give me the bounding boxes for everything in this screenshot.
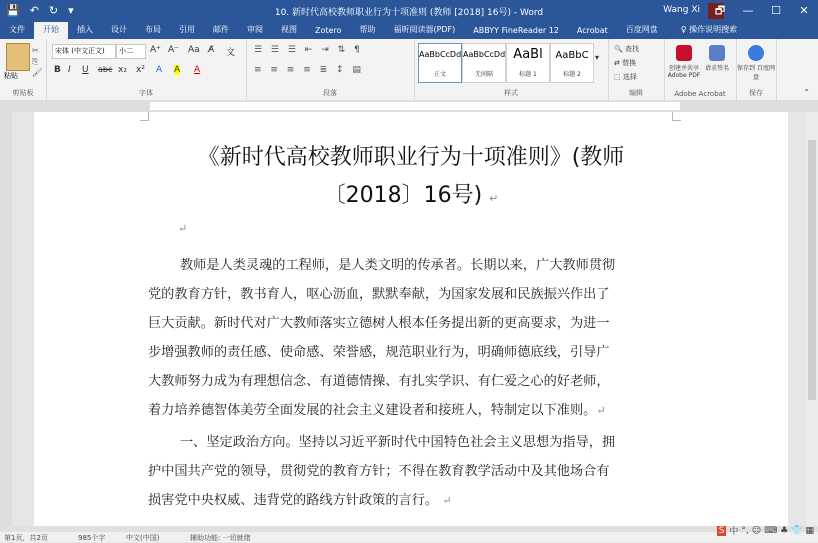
- body-line: 巨大贡献。新时代对广大教师落实立德树人根本任务提出新的更高要求，为进一: [148, 316, 610, 331]
- style-name: 无间隔: [474, 71, 493, 78]
- underline-button[interactable]: U: [82, 65, 89, 75]
- font-name-select[interactable]: 宋体 (中文正文): [52, 44, 116, 59]
- save-icon[interactable]: 💾: [6, 4, 20, 17]
- paragraph-mark: ↵: [489, 192, 499, 205]
- pdf-icon: [676, 45, 692, 61]
- paragraph-group: [246, 39, 415, 100]
- change-case-icon[interactable]: Aa: [188, 45, 200, 55]
- empty-paragraph-mark: ↵: [178, 222, 188, 235]
- style-name: 标题 1: [519, 71, 537, 78]
- styles-group-label: 样式: [504, 89, 518, 97]
- paragraph-group-label: 段落: [323, 89, 337, 97]
- body-line: 步增强教师的责任感、使命感、荣誉感，规范职业行为，明确师德底线，引导广: [148, 345, 610, 360]
- body-line: [148, 489, 452, 508]
- request-signature-label: 请求签名: [704, 65, 729, 72]
- style-sample: AaBbCcDd: [419, 50, 461, 59]
- cloud-icon: [748, 45, 764, 61]
- paste-button-label[interactable]: 粘贴: [4, 72, 18, 80]
- tell-me-search[interactable]: ♀ 操作说明搜索: [680, 25, 738, 34]
- word-count[interactable]: 985个字: [78, 534, 106, 542]
- create-pdf-button[interactable]: [664, 43, 704, 81]
- tab-baidu[interactable]: 百度网盘: [625, 25, 658, 34]
- request-signature-button[interactable]: [700, 43, 734, 81]
- save-group: [736, 39, 777, 100]
- italic-button[interactable]: I: [68, 65, 71, 75]
- tab-insert[interactable]: 插入: [77, 25, 93, 34]
- find-label: 查找: [624, 45, 639, 53]
- tab-abbyy[interactable]: ABBYY FineReader 12: [473, 26, 559, 35]
- body-line: 教师是人类灵魂的工程师，是人类文明的传承者。长期以来，广大教师贯彻: [180, 258, 616, 273]
- undo-icon[interactable]: ↶: [29, 4, 39, 17]
- crop-mark: [140, 112, 149, 121]
- ime-tray: [717, 524, 814, 537]
- body-line: 党的教育方针，教书育人，呕心沥血，默默奉献，为国家发展和民族振兴作出了: [148, 287, 610, 302]
- style-sample: AaBbCcDd: [463, 50, 505, 59]
- document-page[interactable]: [34, 112, 788, 526]
- tab-foxit[interactable]: 福昕阅读器(PDF): [393, 25, 456, 34]
- paste-icon[interactable]: [6, 43, 30, 71]
- style-name: 正文: [433, 71, 446, 78]
- style-no-spacing[interactable]: [462, 43, 506, 83]
- ribbon: [0, 39, 818, 101]
- select-button[interactable]: ⬚ 选择: [614, 73, 637, 81]
- page-count[interactable]: 第1页，共2页: [4, 534, 48, 542]
- customize-qat-icon[interactable]: ▾: [68, 4, 74, 17]
- document-title-line-1: 《新时代高校教师职业行为十项准则》(教师: [197, 145, 625, 170]
- select-label: 选择: [622, 73, 637, 81]
- text-effects-button[interactable]: A: [156, 65, 163, 75]
- tab-zotero[interactable]: Zotero: [315, 26, 342, 35]
- crop-mark: [672, 112, 681, 121]
- collapse-ribbon-icon[interactable]: ⌃: [803, 88, 810, 97]
- style-heading-2[interactable]: [550, 43, 594, 83]
- user-name[interactable]: Wang Xi: [663, 5, 700, 15]
- body-line: [148, 399, 606, 418]
- ime-skin-icon[interactable]: ♣: [780, 525, 789, 536]
- title-bar: [0, 0, 818, 22]
- tab-view[interactable]: 视图: [281, 25, 297, 34]
- subscript-button[interactable]: x₂: [118, 65, 127, 75]
- font-group-label: 字体: [139, 89, 153, 97]
- strikethrough-button[interactable]: abc: [98, 65, 113, 74]
- tab-home[interactable]: 开始: [34, 22, 68, 39]
- redo-icon[interactable]: ↻: [48, 4, 59, 17]
- ime-chinese-mode[interactable]: 中: [729, 527, 739, 537]
- cut-copy-icons[interactable]: ✂ ⎘ 🖌: [32, 46, 43, 77]
- window-title: 10. 新时代高校教师职业行为十项准则 (教师 [2018] 16号) - Word: [274, 8, 544, 18]
- body-line-text: 损害党中央权威、违背党的路线方针政策的言行。: [148, 493, 439, 508]
- style-sample: AaBbC: [555, 50, 589, 61]
- scrollbar-thumb[interactable]: [808, 140, 816, 400]
- acrobat-group: [664, 39, 737, 100]
- body-line: 一、坚定政治方向。坚持以习近平新时代中国特色社会主义思想为指导，拥: [180, 435, 616, 450]
- tab-references[interactable]: 引用: [179, 25, 195, 34]
- ime-emoji-icon[interactable]: ☺: [751, 525, 762, 536]
- save-to-baidu-label: 保存到 百度网盘: [737, 65, 775, 81]
- tab-file[interactable]: 文件: [9, 25, 25, 34]
- ribbon-tabs: [0, 22, 818, 39]
- body-line: 护中国共产党的领导，贯彻党的教育方针；不得在教育教学活动中及其他场合有: [148, 464, 610, 479]
- bold-button[interactable]: B: [54, 65, 61, 75]
- replace-label: 替换: [622, 59, 637, 67]
- grow-font-icon[interactable]: A⁺: [150, 45, 161, 55]
- tab-help[interactable]: 帮助: [359, 25, 376, 34]
- horizontal-ruler[interactable]: [0, 100, 818, 112]
- replace-button[interactable]: ⇄ 替换: [614, 59, 637, 67]
- shrink-font-icon[interactable]: A⁻: [168, 45, 179, 55]
- find-button[interactable]: 🔍 查找: [614, 45, 639, 53]
- sogou-ime-icon[interactable]: S: [718, 525, 725, 536]
- style-name: 标题 2: [563, 71, 581, 78]
- styles-more-icon[interactable]: ▾: [595, 53, 600, 62]
- ime-menu-icon[interactable]: ▦: [805, 525, 814, 536]
- ribbon-display-options-icon[interactable]: 🗗: [714, 4, 726, 17]
- editing-group: [608, 39, 665, 100]
- font-color-button[interactable]: A: [194, 65, 201, 75]
- body-line: 大教师努力成为有理想信念、有道德情操、有扎实学识、有仁爱之心的好老师，: [148, 374, 610, 389]
- maximize-button[interactable]: ☐: [771, 4, 781, 17]
- paragraph-mark: ↵: [442, 494, 452, 507]
- clipboard-group-label: 剪贴板: [12, 89, 34, 97]
- style-heading-1[interactable]: [506, 43, 550, 83]
- ime-punctuation-icon[interactable]: °,: [741, 525, 749, 536]
- ime-keyboard-icon[interactable]: ⌨: [764, 525, 778, 536]
- language-indicator[interactable]: 中文(中国): [126, 534, 160, 542]
- clear-format-icon[interactable]: A̸: [208, 45, 215, 55]
- phonetic-icon[interactable]: 文: [226, 48, 236, 58]
- body-line-text: 着力培养德智体美劳全面发展的社会主义建设者和接班人，特制定以下准则。: [148, 403, 597, 418]
- alignment-buttons[interactable]: ≡ ≡ ≡ ≡ ≣ ↕ ▤: [254, 65, 364, 75]
- title-line-2-text: 〔2018〕16号): [323, 183, 483, 208]
- superscript-button[interactable]: x²: [136, 65, 145, 75]
- tab-acrobat[interactable]: Acrobat: [576, 26, 608, 35]
- tab-design[interactable]: 设计: [111, 25, 127, 34]
- accessibility-status[interactable]: 辅助功能: 一切就绪: [190, 534, 251, 542]
- font-group: [46, 39, 247, 100]
- list-indent-buttons[interactable]: ☰ ☰ ☰ ⇤ ⇥ ⇅ ¶: [254, 45, 363, 55]
- style-normal[interactable]: [418, 43, 462, 83]
- styles-group: [414, 39, 609, 100]
- style-sample: AaBl: [513, 47, 543, 62]
- document-title-line-2: [34, 178, 788, 209]
- vertical-ruler[interactable]: [0, 112, 12, 530]
- vertical-scrollbar[interactable]: [806, 112, 818, 530]
- clipboard-group: [0, 39, 47, 100]
- highlight-button[interactable]: A: [174, 65, 181, 75]
- ruler-page-area: [150, 102, 680, 110]
- create-pdf-label: 创建并共享 Adobe PDF: [667, 65, 701, 79]
- save-group-label: 保存: [749, 89, 763, 97]
- ime-shirt-icon[interactable]: 👕: [791, 525, 803, 536]
- window-controls: [706, 0, 818, 22]
- status-bar: [0, 525, 818, 542]
- signature-icon: [709, 45, 725, 61]
- tab-review[interactable]: 审阅: [247, 25, 263, 34]
- paragraph-mark: ↵: [596, 404, 606, 417]
- editing-group-label: 编辑: [629, 89, 643, 97]
- tab-mailings[interactable]: 邮件: [213, 25, 229, 34]
- font-size-select[interactable]: 小二: [116, 44, 146, 59]
- acrobat-group-label: Adobe Acrobat: [674, 90, 726, 98]
- close-button[interactable]: ✕: [799, 4, 809, 17]
- minimize-button[interactable]: —: [742, 4, 754, 17]
- save-to-baidu-button[interactable]: [736, 43, 776, 81]
- tab-layout[interactable]: 布局: [145, 25, 161, 34]
